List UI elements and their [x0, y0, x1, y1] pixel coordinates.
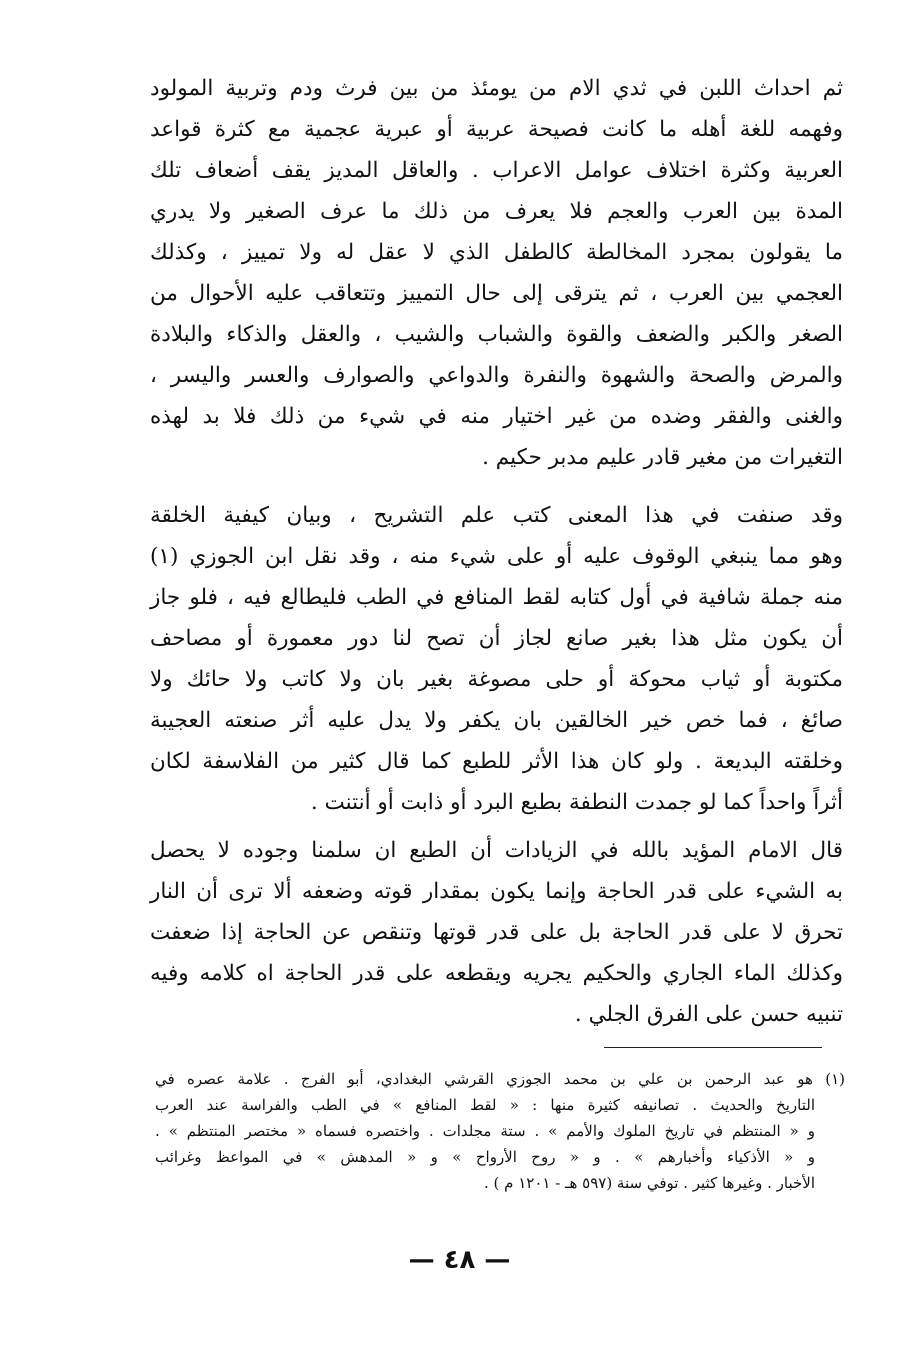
text-line: ما يقولون بمجرد المخالطة كالطفل الذي لا عقل له ولا تمييز ، وكذلك [150, 240, 843, 265]
text-line: أن يكون مثل هذا بغير صانع لجاز أن تصح لنا دور معمورة أو مصاحف [150, 626, 843, 651]
text-line: المدة بين العرب والعجم فلا يعرف من ذلك ما عرف الصغير ولا يدري [150, 199, 843, 224]
footnote-line: الأخبار . وغيرها كثير . توفي سنة (٥٩٧ هـ - ١٢٠١ م ) . [484, 1174, 815, 1192]
text-line: العجمي بين العرب ، ثم يترقى إلى حال التمييز وتتعاقب عليه الأحوال من [150, 281, 843, 306]
text-line: الصغر والكبر والضعف والقوة والشباب والشيب ، والعقل والذكاء والبلادة [150, 322, 843, 347]
paragraph-1 [150, 68, 843, 478]
text-line: وكذلك الماء الجاري والحكيم يجريه ويقطعه على قدر الحاجة اه كلامه وفيه [150, 961, 843, 986]
text-line: تحرق لا على قدر الحاجة بل على قدر قوتها وتنقص عن الحاجة إذا ضعفت [150, 920, 843, 945]
text-line: مكتوبة أو ثياب محوكة أو حلى مصوغة بغير بان ولا كاتب ولا حائك ولا [150, 667, 843, 692]
text-line: أثراً واحداً كما لو جمدت النطفة بطبع البرد أو ذابت أو أنتنت . [310, 790, 843, 815]
text-line: تنبيه حسن على الفرق الجلي . [574, 1002, 843, 1027]
text-line: العربية وكثرة اختلاف عوامل الاعراب . والعاقل المديز يقف أضعاف تلك [150, 158, 843, 183]
text-line: وخلقته البديعة . ولو كان هذا الأثر للطبع كما قال كثير من الفلاسفة لكان [150, 749, 843, 774]
footnote-line: و « الأذكياء وأخبارهم » . و « روح الأرواح » و « المدهش » في المواعظ وغرائب [155, 1148, 815, 1166]
footnote [155, 1066, 845, 1196]
text-line: التغيرات من مغير قادر عليم مدبر حكيم . [482, 445, 843, 470]
text-line: والمرض والصحة والشهوة والنفرة والدواعي والصوارف والعسر واليسر ، [150, 363, 843, 388]
footnote-line: التاريخ والحديث . تصانيفه كثيرة منها : « لقط المنافع » في الطب والفراسة عند العرب [155, 1096, 815, 1114]
text-line: والغنى والفقر وضده من غير اختيار منه في شيء من ذلك فلا بد لهذه [150, 404, 843, 429]
text-line: ثم احداث اللبن في ثدي الام من يومئذ من بين فرث ودم وتربية المولود [150, 76, 843, 101]
text-line: وفهمه للغة أهله ما كانت فصيحة عربية أو عبرية عجمية مع كثرة قواعد [150, 117, 843, 142]
paragraph-3 [150, 830, 843, 1035]
footnote-line: و « المنتظم في تاريخ الملوك والأمم » . ستة مجلدات . واختصره فسماه « مختصر المنتظم » . [155, 1122, 815, 1140]
text-line: وقد صنفت في هذا المعنى كتب علم التشريح ، وبيان كيفية الخلقة [150, 503, 843, 528]
text-line: به الشيء على قدر الحاجة وإنما يكون بمقدار قوته وضعفه ألا ترى أن النار [150, 879, 843, 904]
footnote-line: (١) هو عبد الرحمن بن علي بن محمد الجوزي القرشي البغدادي، أبو الفرج . علامة عصره في [155, 1070, 845, 1088]
paragraph-2 [150, 495, 843, 823]
text-line: منه جملة شافية في أول كتابه لقط المنافع في الطب فليطالع فيه ، فلو جاز [150, 585, 843, 610]
text-line: صائغ ، فما خص خير الخالقين بان يكفر ولا يدل عليه أثر صنعته العجيبة [150, 708, 843, 733]
text-line: وهو مما ينبغي الوقوف عليه أو على شيء منه ، وقد نقل ابن الجوزي (١) [150, 544, 843, 569]
page-number: — ٤٨ — [408, 1245, 511, 1275]
text-line: قال الامام المؤيد بالله في الزيادات أن الطبع ان سلمنا وجوده لا يحصل [150, 838, 843, 863]
footnote-divider [604, 1047, 822, 1048]
